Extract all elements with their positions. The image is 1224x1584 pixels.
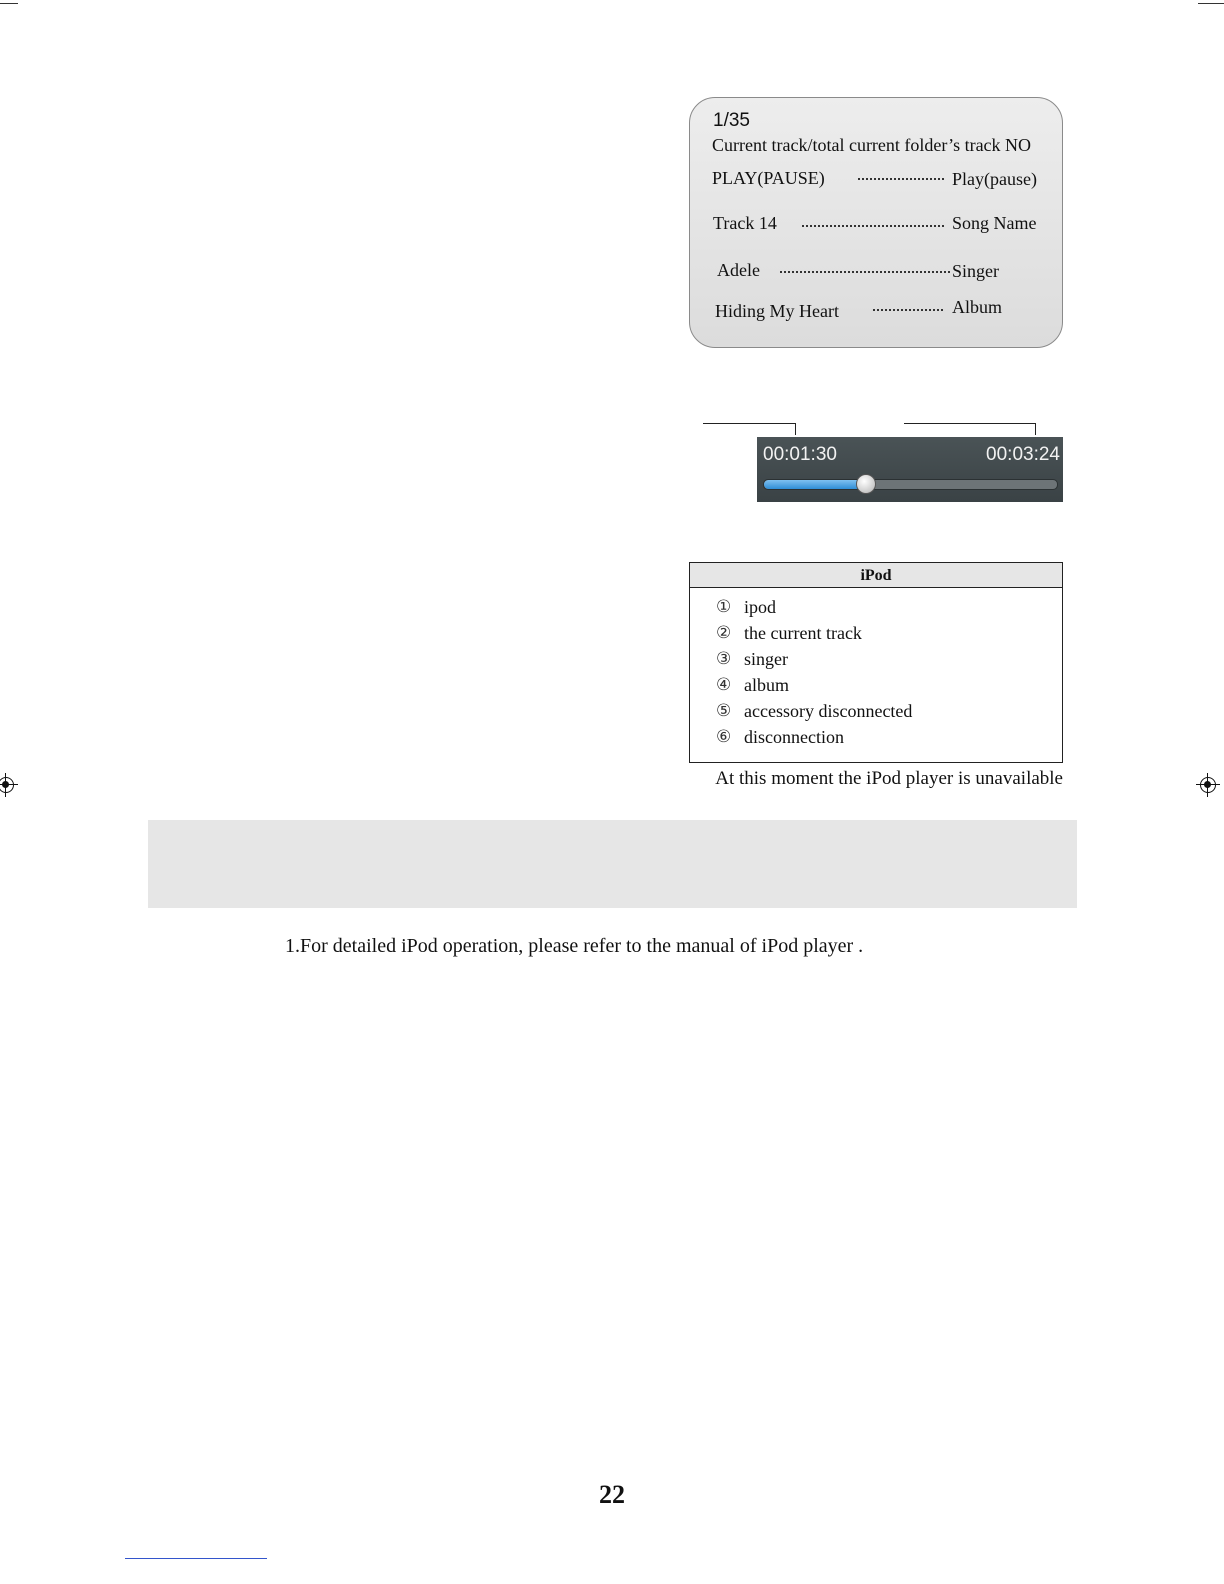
elapsed-time: 00:01:30 — [763, 444, 837, 465]
item-number: ① — [716, 597, 732, 617]
total-callout-tick — [1035, 423, 1036, 435]
list-item — [716, 646, 1062, 672]
track-info-panel — [689, 97, 1063, 348]
leader-dots — [802, 225, 944, 227]
item-label: accessory disconnected — [744, 700, 913, 721]
song-name-value: Track 14 — [713, 213, 777, 233]
list-item — [716, 672, 1062, 698]
leader-dots — [873, 309, 943, 311]
crop-mark-top-right — [1198, 3, 1224, 4]
elapsed-callout-tick — [795, 423, 796, 435]
leader-dots — [858, 178, 944, 180]
song-name-label: Song Name — [952, 213, 1037, 233]
item-number: ⑤ — [716, 701, 732, 721]
item-number: ③ — [716, 649, 732, 669]
ipod-legend-table — [689, 562, 1063, 763]
registration-mark-right-icon — [1200, 777, 1216, 793]
play-state-value: PLAY(PAUSE) — [712, 168, 825, 188]
registration-mark-left-icon — [0, 777, 14, 793]
singer-label: Singer — [952, 261, 999, 281]
item-label: ipod — [744, 596, 777, 617]
list-item — [716, 620, 1062, 646]
item-label: the current track — [744, 622, 862, 643]
item-label: album — [744, 674, 789, 695]
play-state-label: Play(pause) — [952, 169, 1037, 189]
item-number: ⑥ — [716, 727, 732, 747]
album-value: Hiding My Heart — [715, 301, 839, 321]
progress-track[interactable] — [763, 479, 1058, 490]
album-label: Album — [952, 297, 1003, 317]
ipod-legend-list — [690, 588, 1062, 750]
progress-fill — [764, 480, 867, 489]
unavailable-caption: At this moment the iPod player is unavailable — [715, 768, 1063, 789]
footer-rule — [125, 1558, 267, 1559]
progress-slider-handle[interactable] — [856, 474, 876, 494]
item-number: ② — [716, 623, 732, 643]
section-header-band — [148, 820, 1077, 908]
leader-dots — [780, 271, 950, 273]
progress-panel — [757, 437, 1063, 502]
total-callout-line — [904, 423, 1035, 424]
track-count-description: Current track/total current folder’s track NO — [712, 135, 1032, 155]
list-item — [716, 724, 1062, 750]
item-label: singer — [744, 648, 788, 669]
item-label: disconnection — [744, 726, 844, 747]
singer-value: Adele — [717, 260, 760, 280]
crop-mark-top-left — [0, 3, 18, 4]
track-count: 1/35 — [713, 110, 750, 131]
list-item — [716, 594, 1062, 620]
page-number: 22 — [599, 1480, 625, 1509]
item-number: ④ — [716, 675, 732, 695]
list-item — [716, 698, 1062, 724]
operation-note: 1.For detailed iPod operation, please refer to the manual of iPod player . — [285, 935, 864, 957]
total-time: 00:03:24 — [986, 444, 1060, 465]
ipod-table-header: iPod — [690, 563, 1062, 588]
elapsed-callout-line — [703, 423, 795, 424]
